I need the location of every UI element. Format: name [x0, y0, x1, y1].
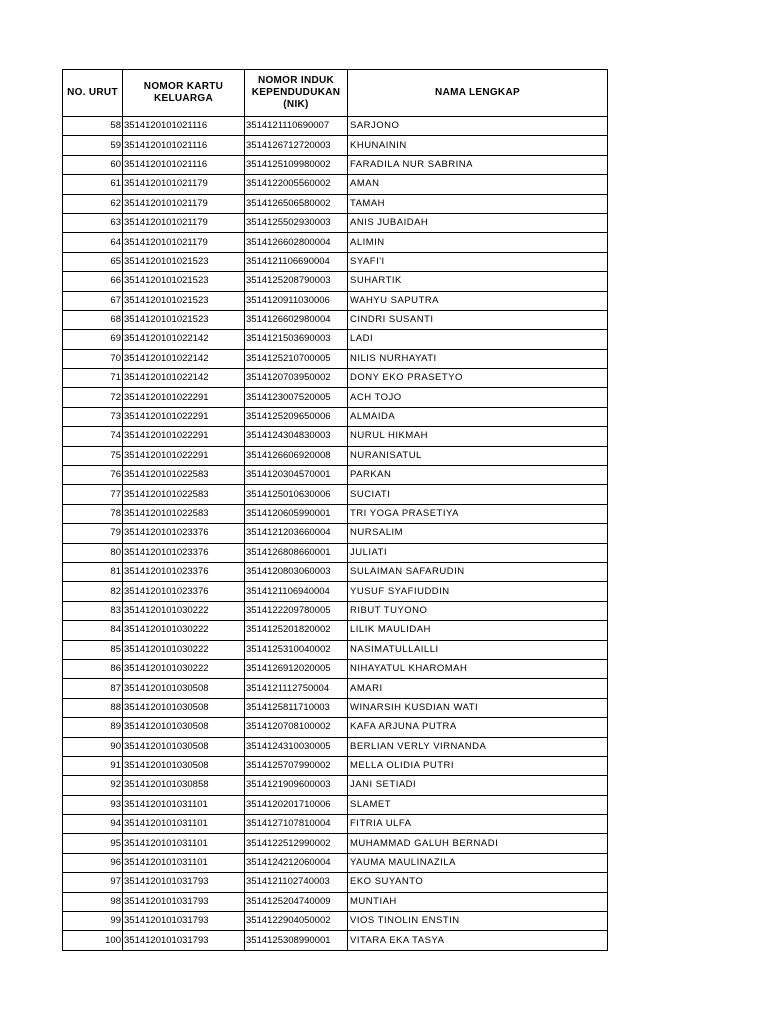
row-nama: PARKAN — [348, 466, 608, 485]
row-nik: 3514124212060004 — [245, 853, 348, 872]
table-row — [63, 853, 608, 872]
row-nik: 3514122005560002 — [245, 175, 348, 194]
row-nomor-kk: 3514120101021179 — [123, 233, 245, 252]
row-no-urut: 63 — [63, 213, 123, 232]
row-nomor-kk: 3514120101030858 — [123, 776, 245, 795]
row-no-urut: 77 — [63, 485, 123, 504]
table-row — [63, 621, 608, 640]
header-nomor-kk: NOMOR KARTU KELUARGA — [123, 70, 245, 117]
row-nama: YAUMA MAULINAZILA — [348, 853, 608, 872]
row-nik: 3514126808660001 — [245, 543, 348, 562]
row-nama: CINDRI SUSANTI — [348, 310, 608, 329]
population-table-sheet — [62, 69, 607, 951]
table-row — [63, 175, 608, 194]
row-no-urut: 87 — [63, 679, 123, 698]
row-nomor-kk: 3514120101022291 — [123, 388, 245, 407]
table-row — [63, 388, 608, 407]
row-no-urut: 80 — [63, 543, 123, 562]
header-nama-lengkap: NAMA LENGKAP — [348, 70, 608, 117]
row-nama: NURANISATUL — [348, 446, 608, 465]
row-nik: 3514123007520005 — [245, 388, 348, 407]
row-no-urut: 67 — [63, 291, 123, 310]
row-nik: 3514125308990001 — [245, 931, 348, 950]
row-nama: TRI YOGA PRASETIYA — [348, 504, 608, 523]
row-nama: NURSALIM — [348, 524, 608, 543]
row-nama: MUNTIAH — [348, 892, 608, 911]
table-row — [63, 407, 608, 426]
row-nik: 3514122512990002 — [245, 834, 348, 853]
row-nomor-kk: 3514120101022291 — [123, 446, 245, 465]
row-nama: BERLIAN VERLY VIRNANDA — [348, 737, 608, 756]
row-nama: RIBUT TUYONO — [348, 601, 608, 620]
table-row — [63, 659, 608, 678]
row-nomor-kk: 3514120101031101 — [123, 853, 245, 872]
table-row — [63, 485, 608, 504]
row-nik: 3514125209650006 — [245, 407, 348, 426]
row-no-urut: 95 — [63, 834, 123, 853]
row-nik: 3514125109980002 — [245, 155, 348, 174]
row-nomor-kk: 3514120101021116 — [123, 136, 245, 155]
row-nama: WINARSIH KUSDIAN WATI — [348, 698, 608, 717]
row-no-urut: 60 — [63, 155, 123, 174]
row-nomor-kk: 3514120101021523 — [123, 252, 245, 271]
table-body — [63, 117, 608, 951]
row-nik: 3514120605990001 — [245, 504, 348, 523]
row-nik: 3514125502930003 — [245, 213, 348, 232]
table-row — [63, 330, 608, 349]
row-nomor-kk: 3514120101031793 — [123, 892, 245, 911]
table-row — [63, 136, 608, 155]
row-nama: AMAN — [348, 175, 608, 194]
row-nama: ACH TOJO — [348, 388, 608, 407]
row-nik: 3514120708100002 — [245, 718, 348, 737]
row-no-urut: 64 — [63, 233, 123, 252]
row-nik: 3514126602800004 — [245, 233, 348, 252]
row-no-urut: 98 — [63, 892, 123, 911]
row-no-urut: 89 — [63, 718, 123, 737]
row-no-urut: 90 — [63, 737, 123, 756]
row-nik: 3514125707990002 — [245, 756, 348, 775]
row-nomor-kk: 3514120101021116 — [123, 117, 245, 136]
table-header — [63, 70, 608, 117]
row-nama: EKO SUYANTO — [348, 873, 608, 892]
row-nama: YUSUF SYAFIUDDIN — [348, 582, 608, 601]
row-nomor-kk: 3514120101030508 — [123, 737, 245, 756]
row-nik: 3514126506580002 — [245, 194, 348, 213]
row-nama: NIHAYATUL KHAROMAH — [348, 659, 608, 678]
row-nomor-kk: 3514120101030508 — [123, 679, 245, 698]
header-no-urut: NO. URUT — [63, 70, 123, 117]
table-row — [63, 718, 608, 737]
row-nama: SUCIATI — [348, 485, 608, 504]
table-row — [63, 815, 608, 834]
row-nik: 3514125811710003 — [245, 698, 348, 717]
table-row — [63, 427, 608, 446]
row-nomor-kk: 3514120101030508 — [123, 718, 245, 737]
row-nik: 3514120201710006 — [245, 795, 348, 814]
row-no-urut: 84 — [63, 621, 123, 640]
row-nik: 3514122904050002 — [245, 912, 348, 931]
row-no-urut: 72 — [63, 388, 123, 407]
table-row — [63, 737, 608, 756]
row-nomor-kk: 3514120101030508 — [123, 698, 245, 717]
row-nomor-kk: 3514120101021179 — [123, 194, 245, 213]
row-nama: ANIS JUBAIDAH — [348, 213, 608, 232]
row-nik: 3514121203660004 — [245, 524, 348, 543]
table-row — [63, 931, 608, 950]
row-nomor-kk: 3514120101023376 — [123, 562, 245, 581]
row-nik: 3514125010630006 — [245, 485, 348, 504]
row-no-urut: 61 — [63, 175, 123, 194]
table-row — [63, 640, 608, 659]
row-nomor-kk: 3514120101030222 — [123, 640, 245, 659]
row-no-urut: 91 — [63, 756, 123, 775]
table-row — [63, 601, 608, 620]
row-no-urut: 59 — [63, 136, 123, 155]
header-nik: NOMOR INDUK KEPENDUDUKAN (NIK) — [245, 70, 348, 117]
row-nomor-kk: 3514120101022583 — [123, 485, 245, 504]
row-no-urut: 92 — [63, 776, 123, 795]
row-nama: LADI — [348, 330, 608, 349]
row-nik: 3514120911030006 — [245, 291, 348, 310]
table-row — [63, 679, 608, 698]
row-nik: 3514121110690007 — [245, 117, 348, 136]
table-row — [63, 912, 608, 931]
row-no-urut: 99 — [63, 912, 123, 931]
row-nama: WAHYU SAPUTRA — [348, 291, 608, 310]
row-nik: 3514121112750004 — [245, 679, 348, 698]
row-nik: 3514126602980004 — [245, 310, 348, 329]
row-nomor-kk: 3514120101021523 — [123, 310, 245, 329]
row-nomor-kk: 3514120101022583 — [123, 504, 245, 523]
row-no-urut: 93 — [63, 795, 123, 814]
row-no-urut: 70 — [63, 349, 123, 368]
table-row — [63, 582, 608, 601]
row-no-urut: 88 — [63, 698, 123, 717]
row-nomor-kk: 3514120101022142 — [123, 369, 245, 388]
row-nomor-kk: 3514120101031101 — [123, 834, 245, 853]
table-row — [63, 349, 608, 368]
row-nomor-kk: 3514120101030222 — [123, 621, 245, 640]
table-row — [63, 213, 608, 232]
row-nama: KHUNAININ — [348, 136, 608, 155]
row-no-urut: 66 — [63, 272, 123, 291]
row-nama: MELLA OLIDIA PUTRI — [348, 756, 608, 775]
row-nik: 3514124310030005 — [245, 737, 348, 756]
table-row — [63, 272, 608, 291]
row-nama: FARADILA NUR SABRINA — [348, 155, 608, 174]
row-no-urut: 81 — [63, 562, 123, 581]
row-nik: 3514125204740009 — [245, 892, 348, 911]
row-no-urut: 79 — [63, 524, 123, 543]
row-nama: AMARI — [348, 679, 608, 698]
row-nomor-kk: 3514120101031101 — [123, 795, 245, 814]
table-row — [63, 252, 608, 271]
row-nama: NURUL HIKMAH — [348, 427, 608, 446]
row-nik: 3514120803060003 — [245, 562, 348, 581]
row-no-urut: 85 — [63, 640, 123, 659]
table-row — [63, 873, 608, 892]
row-nama: ALIMIN — [348, 233, 608, 252]
row-no-urut: 74 — [63, 427, 123, 446]
row-nama: VITARA EKA TASYA — [348, 931, 608, 950]
table-row — [63, 504, 608, 523]
row-nik: 3514125310040002 — [245, 640, 348, 659]
row-nik: 3514125208790003 — [245, 272, 348, 291]
row-nama: SULAIMAN SAFARUDIN — [348, 562, 608, 581]
row-nama: SARJONO — [348, 117, 608, 136]
population-table — [62, 69, 608, 951]
row-nomor-kk: 3514120101021116 — [123, 155, 245, 174]
table-row — [63, 795, 608, 814]
row-nomor-kk: 3514120101021179 — [123, 213, 245, 232]
row-nama: FITRIA ULFA — [348, 815, 608, 834]
row-nomor-kk: 3514120101023376 — [123, 524, 245, 543]
row-nomor-kk: 3514120101022291 — [123, 427, 245, 446]
row-nik: 3514127107810004 — [245, 815, 348, 834]
table-row — [63, 698, 608, 717]
row-no-urut: 65 — [63, 252, 123, 271]
row-nik: 3514126606920008 — [245, 446, 348, 465]
row-nomor-kk: 3514120101023376 — [123, 582, 245, 601]
table-row — [63, 756, 608, 775]
row-nama: TAMAH — [348, 194, 608, 213]
row-nama: SUHARTIK — [348, 272, 608, 291]
row-nama: JANI SETIADI — [348, 776, 608, 795]
row-no-urut: 96 — [63, 853, 123, 872]
row-nama: JULIATI — [348, 543, 608, 562]
row-nama: KAFA ARJUNA PUTRA — [348, 718, 608, 737]
row-nama: SYAFI'I — [348, 252, 608, 271]
table-row — [63, 543, 608, 562]
row-nik: 3514121503690003 — [245, 330, 348, 349]
row-nik: 3514122209780005 — [245, 601, 348, 620]
row-nomor-kk: 3514120101021523 — [123, 291, 245, 310]
row-nomor-kk: 3514120101030508 — [123, 756, 245, 775]
row-nik: 3514121106940004 — [245, 582, 348, 601]
row-no-urut: 82 — [63, 582, 123, 601]
row-nik: 3514120304570001 — [245, 466, 348, 485]
header-row — [63, 70, 608, 117]
row-no-urut: 62 — [63, 194, 123, 213]
row-no-urut: 58 — [63, 117, 123, 136]
row-no-urut: 83 — [63, 601, 123, 620]
table-row — [63, 194, 608, 213]
row-no-urut: 76 — [63, 466, 123, 485]
row-nik: 3514124304830003 — [245, 427, 348, 446]
row-nomor-kk: 3514120101022583 — [123, 466, 245, 485]
row-nomor-kk: 3514120101021179 — [123, 175, 245, 194]
row-nik: 3514120703950002 — [245, 369, 348, 388]
row-no-urut: 100 — [63, 931, 123, 950]
table-row — [63, 310, 608, 329]
table-row — [63, 562, 608, 581]
row-no-urut: 73 — [63, 407, 123, 426]
row-nama: SLAMET — [348, 795, 608, 814]
row-nama: NILIS NURHAYATI — [348, 349, 608, 368]
table-row — [63, 446, 608, 465]
table-row — [63, 892, 608, 911]
row-nomor-kk: 3514120101022142 — [123, 330, 245, 349]
row-no-urut: 71 — [63, 369, 123, 388]
table-row — [63, 776, 608, 795]
table-row — [63, 117, 608, 136]
row-nik: 3514125201820002 — [245, 621, 348, 640]
row-nik: 3514121102740003 — [245, 873, 348, 892]
row-nomor-kk: 3514120101031793 — [123, 912, 245, 931]
row-nama: VIOS TINOLIN ENSTIN — [348, 912, 608, 931]
row-nama: NASIMATULLAILLI — [348, 640, 608, 659]
table-row — [63, 369, 608, 388]
row-nomor-kk: 3514120101031793 — [123, 931, 245, 950]
row-nomor-kk: 3514120101022142 — [123, 349, 245, 368]
row-nik: 3514121106690004 — [245, 252, 348, 271]
table-row — [63, 524, 608, 543]
row-nik: 3514126712720003 — [245, 136, 348, 155]
row-nama: MUHAMMAD GALUH BERNADI — [348, 834, 608, 853]
row-nomor-kk: 3514120101031793 — [123, 873, 245, 892]
row-no-urut: 97 — [63, 873, 123, 892]
row-no-urut: 94 — [63, 815, 123, 834]
row-nik: 3514126912020005 — [245, 659, 348, 678]
row-no-urut: 78 — [63, 504, 123, 523]
row-nomor-kk: 3514120101030222 — [123, 601, 245, 620]
row-nomor-kk: 3514120101021523 — [123, 272, 245, 291]
row-no-urut: 68 — [63, 310, 123, 329]
row-nik: 3514121909600003 — [245, 776, 348, 795]
table-row — [63, 233, 608, 252]
table-row — [63, 155, 608, 174]
table-row — [63, 834, 608, 853]
row-nik: 3514125210700005 — [245, 349, 348, 368]
table-row — [63, 291, 608, 310]
row-nomor-kk: 3514120101030222 — [123, 659, 245, 678]
table-row — [63, 466, 608, 485]
row-nomor-kk: 3514120101022291 — [123, 407, 245, 426]
row-nomor-kk: 3514120101023376 — [123, 543, 245, 562]
row-no-urut: 69 — [63, 330, 123, 349]
row-nama: ALMAIDA — [348, 407, 608, 426]
row-nomor-kk: 3514120101031101 — [123, 815, 245, 834]
row-no-urut: 86 — [63, 659, 123, 678]
row-no-urut: 75 — [63, 446, 123, 465]
row-nama: LILIK MAULIDAH — [348, 621, 608, 640]
row-nama: DONY EKO PRASETYO — [348, 369, 608, 388]
